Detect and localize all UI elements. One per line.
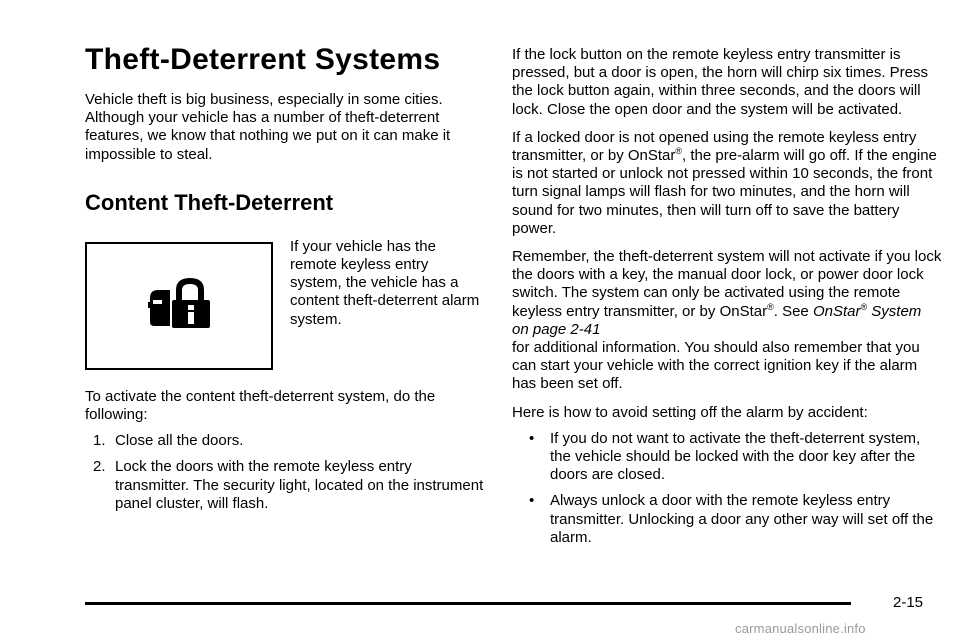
- step-text: Close all the doors.: [115, 432, 244, 450]
- text-span: for additional information. You should also remember that you can start your vehicle with the correct ignition key if the alarm has been set off.: [512, 339, 920, 393]
- page-title: Theft-Deterrent Systems: [85, 43, 441, 76]
- right-column: [512, 46, 942, 555]
- registered-mark: ®: [767, 301, 774, 312]
- intro-paragraph: Vehicle theft is big business, especially in some cities. Although your vehicle has a number of theft-deterrent features, we know that nothing we put on it can make it impossible to steal.: [85, 91, 451, 163]
- pre-alarm-paragraph: [512, 129, 942, 238]
- link-text: OnStar: [812, 302, 861, 320]
- text-span: Remember, the theft-deterrent system will not activate if you lock the doors with a key, the manual door lock, or power door lock switch. The system can only be activated using the remote keyless entry transmitter, or by OnStar: [512, 248, 942, 320]
- security-lock-icon: [144, 276, 214, 332]
- step-number: 1.: [93, 432, 106, 450]
- left-column: [85, 42, 485, 521]
- registered-mark: ®: [860, 301, 868, 312]
- link-text: System on page 2-41: [512, 302, 922, 338]
- page-number: 2-15: [893, 594, 924, 611]
- watermark: carmanualsonline.info: [735, 621, 866, 636]
- steps-list: [85, 432, 485, 513]
- bullet-text: Always unlock a door with the remote keyless entry transmitter. Unlocking a door any other way will set off the alarm.: [550, 492, 934, 546]
- footer-rule: [85, 602, 851, 605]
- section-heading: Content Theft-Deterrent: [85, 189, 334, 215]
- step-text: Lock the doors with the remote keyless entry transmitter. The security light, located on the instrument panel cluster, will flash.: [115, 458, 484, 512]
- text-span: , the pre-alarm will go off. If the engine is not started or unlock not pressed within 10 seconds, the front turn signal lamps will flash for two minutes, and the horn will sound for two minutes, then will turn off to save the battery power.: [512, 147, 937, 237]
- steps-intro: To activate the content theft-deterrent system, do the following:: [85, 387, 436, 424]
- bullet-icon: •: [529, 429, 535, 447]
- bullet-text: If you do not want to activate the theft-deterrent system, the vehicle should be locked with the door key after the doors are closed.: [550, 429, 921, 484]
- avoid-alarm-paragraph: Here is how to avoid setting off the alarm by accident:: [512, 403, 868, 421]
- list-item: [512, 492, 942, 547]
- icon-row: [85, 238, 485, 376]
- list-item: [85, 432, 485, 450]
- icon-description: If your vehicle has the remote keyless entry system, the vehicle has a content theft-deterrent alarm system.: [290, 237, 480, 328]
- horn-chirp-paragraph: If the lock button on the remote keyless entry transmitter is pressed, but a door is open, the horn will chirp six times. Press the lock button again, within three seconds, and the doors will lock. Close the open door and the system will be activated.: [512, 46, 929, 118]
- step-number: 2.: [93, 458, 106, 476]
- icon-box: [85, 242, 273, 370]
- text-span: If a locked door is not opened using the remote keyless entry transmitter, or by OnStar: [512, 128, 917, 165]
- list-item: [85, 458, 485, 513]
- activation-paragraph: [512, 248, 942, 394]
- registered-mark: ®: [675, 146, 683, 157]
- tips-list: [512, 430, 942, 547]
- text-span: . See: [773, 302, 813, 320]
- list-item: [512, 430, 942, 485]
- bullet-icon: •: [529, 492, 535, 510]
